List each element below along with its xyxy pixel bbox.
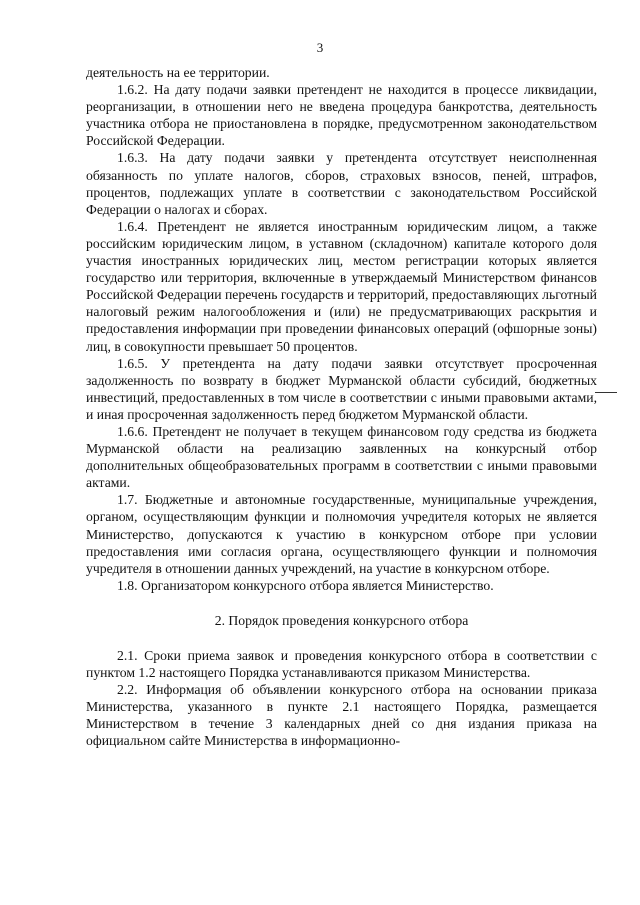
paragraph-1-6-5: 1.6.5. У претендента на дату подачи заявки отсутствует просроченная задолженность по возврату в бюджет Мурманской области субсидий, бюджетных инвестиций, предоставленных в том числе в соответствии с иными правовыми актами, и иная просроченная задолженность перед бюджетом Мурманской области.: [86, 355, 597, 422]
paragraph-continuation: деятельность на ее территории.: [86, 65, 270, 80]
paragraph-1-6-2: 1.6.2. На дату подачи заявки претендент не находится в процессе ликвидации, реорганизации, в отношении него не введена процедура банкротства, деятельность участника отбора не приостановлена в порядке, предусмотренном законодательством Российской Федерации.: [86, 82, 597, 149]
paragraph-1-6-6: 1.6.6. Претендент не получает в текущем финансовом году средства из бюджета Мурманской области на реализацию заявленных на конкурсный отбор дополнительных общеобразовательных программ в соответствии с иными правовыми актами.: [86, 423, 597, 491]
paragraph-2-1: 2.1. Сроки приема заявок и проведения конкурсного отбора в соответствии с пунктом 1.2 настоящего Порядка устанавливаются приказом Министерства.: [86, 648, 597, 681]
page-number: 3: [316, 40, 324, 55]
scan-edge-mark: [595, 392, 617, 393]
document-body: [86, 64, 597, 750]
paragraph-2-2: 2.2. Информация об объявлении конкурсного отбора на основании приказа Министерства, указанного в пункте 2.1 настоящего Порядка, размещается Министерством в течение 3 календарных дней со дня издания приказа на официальном сайте Министерства в информационно-: [86, 682, 597, 749]
paragraph-1-7: 1.7. Бюджетные и автономные государственные, муниципальные учреждения, органом, осуществляющим функции и полномочия учредителя которых не является Министерство, допускаются к участию в конкурсном отборе при условии предоставления ими согласия органа, осуществляющего функции и полномочия учредителя в отношении данных учреждений, на участие в конкурсном отборе.: [86, 492, 597, 576]
paragraph-1-6-4: 1.6.4. Претендент не является иностранным юридическим лицом, а также российским юридическим лицом, в уставном (складочном) капитале которого доля участия иностранных юридических лиц, местом регистрации которых является государство или территория, включенные в утверждаемый Министерством финансов Российской Федерации перечень государств и территорий, предоставляющих льготный налоговый режим налогообложения и (или) не предусматривающих раскрытия и предоставления информации при проведении финансовых операций (офшорные зоны) лиц, в совокупности превышает 50 процентов.: [86, 218, 597, 354]
section-heading: 2. Порядок проведения конкурсного отбора: [214, 612, 469, 628]
paragraph-1-6-3: 1.6.3. На дату подачи заявки у претендента отсутствует неисполненная обязанность по уплате налогов, сборов, страховых взносов, пеней, штрафов, процентов, подлежащих уплате в соответствии с законодательством Российской Федерации о налогах и сборах.: [86, 150, 597, 217]
paragraph-1-8: 1.8. Организатором конкурсного отбора является Министерство.: [117, 577, 494, 593]
